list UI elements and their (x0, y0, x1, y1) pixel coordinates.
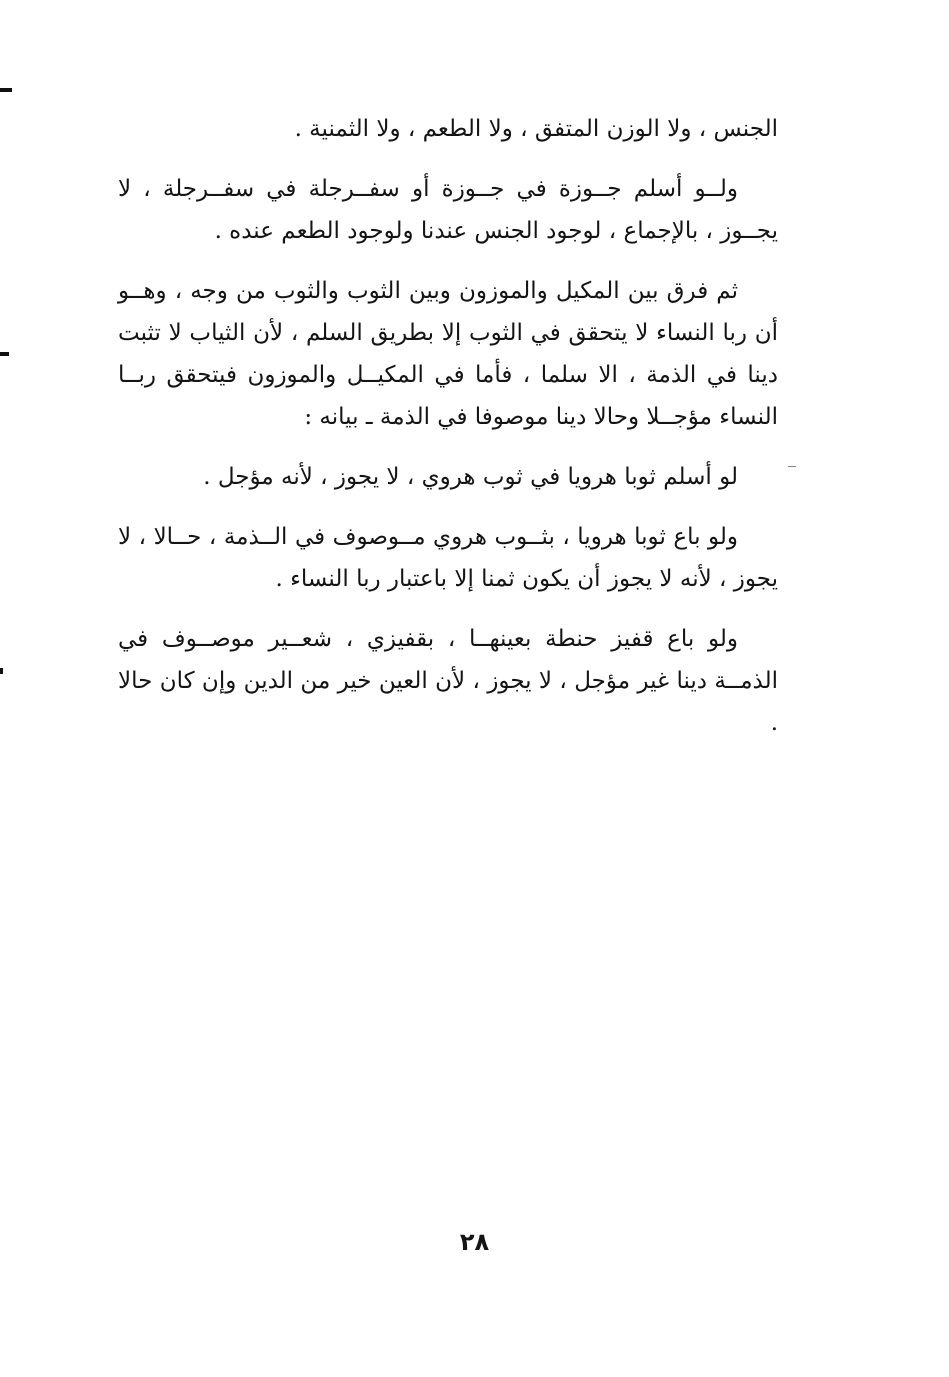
paragraph: الجنس ، ولا الوزن المتفق ، ولا الطعم ، ولا الثمنية . (294, 116, 778, 142)
body-text (118, 108, 778, 762)
scan-edge-mark (0, 668, 3, 674)
paragraph: ولو باع ثوبا هرويا ، بثــوب هروي مــوصوف في الــذمة ، حــالا ، لا يجوز ، لأنه لا يجوز أن يكون ثمنا إلا باعتبار ربا النساء . (118, 524, 778, 592)
paragraph: لو أسلم ثوبا هرويا في ثوب هروي ، لا يجوز ، لأنه مؤجل . (203, 464, 738, 490)
paragraph: ولــو أسلم جــوزة في جــوزة أو سفــرجلة في سفــرجلة ، لا يجــوز ، بالإجماع ، لوجود الجنس عندنا ولوجود الطعم عنده . (118, 176, 778, 244)
paragraph: ثم فرق بين المكيل والموزون وبين الثوب والثوب من وجه ، وهــو أن ربا النساء لا يتحقق في الثوب إلا بطريق السلم ، لأن الثياب لا تثبت دينا في الذمة ، الا سلما ، فأما في المكيــل والموزون فيتحقق ربــا النساء مؤجــلا وحالا دينا موصوفا في الذمة ـ بيانه : (118, 278, 778, 430)
paragraph: ولو باع قفيز حنطة بعينهــا ، بقفيزي ، شعــير موصــوف في الذمــة دينا غير مؤجل ، لا يجوز ، لأن العين خير من الدين وإن كان حالا . (118, 626, 778, 736)
scan-speck-mark (788, 466, 796, 467)
page-number: ٢٨ (459, 1228, 490, 1256)
scan-edge-mark (0, 88, 12, 92)
scan-edge-mark (0, 352, 9, 356)
